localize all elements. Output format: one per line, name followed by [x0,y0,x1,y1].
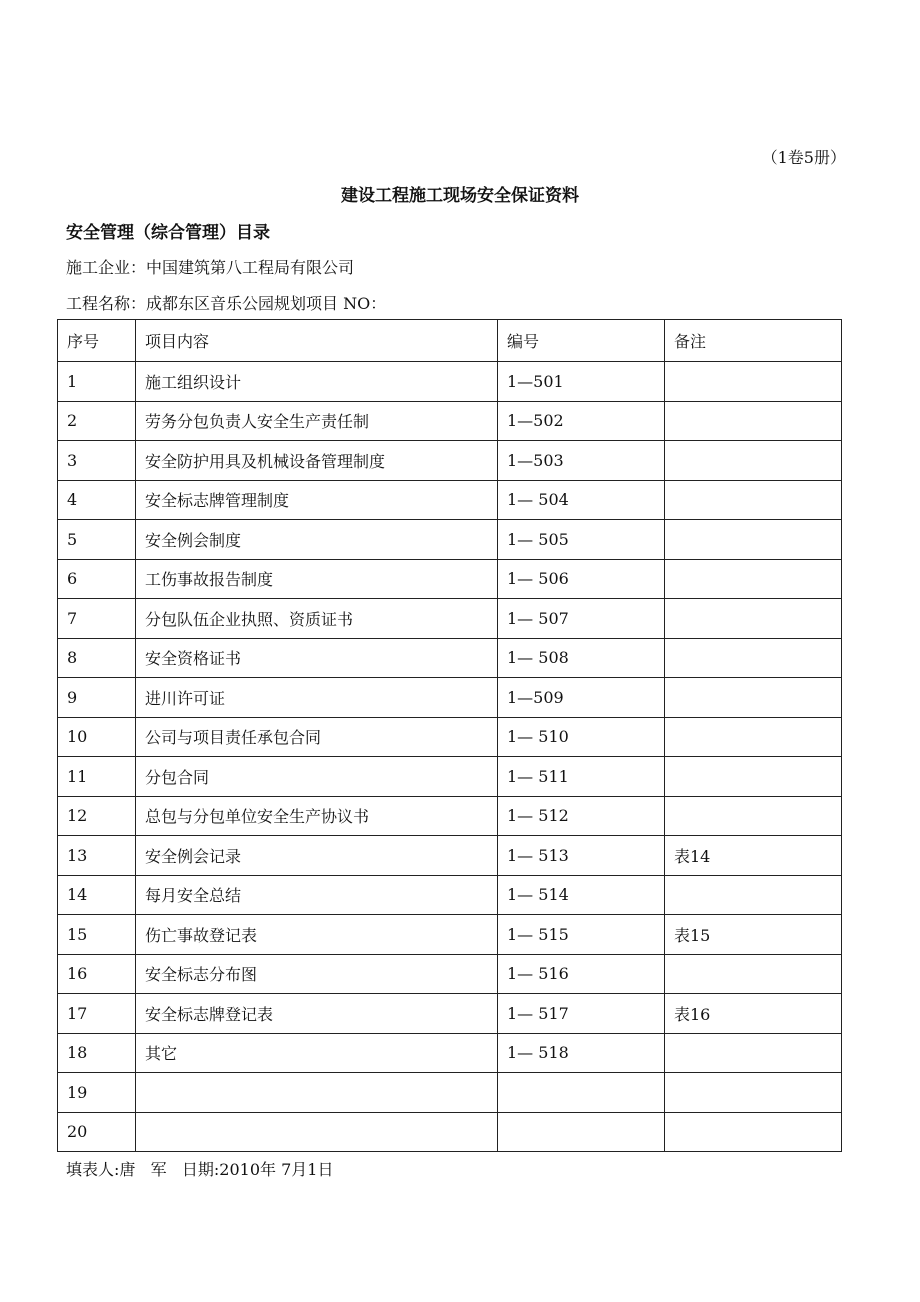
table-row [58,757,842,797]
table-row [58,480,842,520]
cell-content: 安全标志分布图 [136,954,498,994]
cell-content: 每月安全总结 [136,875,498,915]
cell-code: 1—503 [498,441,665,481]
cell-content: 进川许可证 [136,678,498,718]
table-header-row [58,320,842,362]
cell-code [498,1073,665,1113]
table-row [58,994,842,1034]
table-row [58,599,842,639]
cell-index: 8 [58,638,136,678]
cell-code: 1— 506 [498,559,665,599]
cell-code: 1— 504 [498,480,665,520]
cell-code: 1— 514 [498,875,665,915]
cell-remark [665,954,842,994]
cell-remark [665,875,842,915]
cell-code: 1— 505 [498,520,665,560]
cell-content: 公司与项目责任承包合同 [136,717,498,757]
table-row [58,441,842,481]
cell-index: 19 [58,1073,136,1113]
cell-code: 1—509 [498,678,665,718]
cell-content: 安全标志牌管理制度 [136,480,498,520]
cell-code [498,1112,665,1152]
cell-remark [665,362,842,402]
table-row [58,915,842,955]
cell-index: 18 [58,1033,136,1073]
cell-index: 7 [58,599,136,639]
cell-code: 1—502 [498,401,665,441]
project-line: 工程名称：成都东区音乐公园规划项目 NO： [66,294,387,313]
cell-index: 20 [58,1112,136,1152]
cell-remark [665,678,842,718]
cell-content: 其它 [136,1033,498,1073]
cell-content [136,1073,498,1113]
cell-index: 4 [58,480,136,520]
column-header-code: 编号 [498,320,665,362]
cell-content: 安全例会制度 [136,520,498,560]
cell-index: 13 [58,836,136,876]
volume-label: （1卷5册） [761,148,846,167]
cell-content: 工伤事故报告制度 [136,559,498,599]
column-header-index: 序号 [58,320,136,362]
cell-remark: 表15 [665,915,842,955]
cell-code: 1— 517 [498,994,665,1034]
table-row [58,875,842,915]
cell-code: 1— 511 [498,757,665,797]
cell-content: 劳务分包负责人安全生产责任制 [136,401,498,441]
cell-index: 9 [58,678,136,718]
cell-content: 分包队伍企业执照、资质证书 [136,599,498,639]
cell-content: 安全标志牌登记表 [136,994,498,1034]
table-body [58,362,842,1152]
cell-index: 2 [58,401,136,441]
table-row [58,717,842,757]
table-row [58,401,842,441]
cell-code: 1—501 [498,362,665,402]
cell-remark: 表14 [665,836,842,876]
table-row [58,1033,842,1073]
table-row [58,638,842,678]
table-row [58,836,842,876]
cell-index: 1 [58,362,136,402]
cell-code: 1— 508 [498,638,665,678]
cell-remark [665,1073,842,1113]
cell-remark [665,796,842,836]
cell-remark [665,441,842,481]
cell-code: 1— 512 [498,796,665,836]
contents-table [57,319,842,1152]
table-row [58,678,842,718]
cell-remark [665,520,842,560]
cell-remark: 表16 [665,994,842,1034]
section-subtitle: 安全管理（综合管理）目录 [66,223,270,243]
cell-remark [665,480,842,520]
cell-content: 总包与分包单位安全生产协议书 [136,796,498,836]
cell-remark [665,599,842,639]
cell-remark [665,717,842,757]
table-row [58,1073,842,1113]
cell-code: 1— 515 [498,915,665,955]
cell-remark [665,1112,842,1152]
company-line: 施工企业：中国建筑第八工程局有限公司 [66,258,355,277]
table-row [58,520,842,560]
cell-remark [665,559,842,599]
cell-index: 5 [58,520,136,560]
table-row [58,954,842,994]
column-header-content: 项目内容 [136,320,498,362]
cell-index: 15 [58,915,136,955]
cell-code: 1— 518 [498,1033,665,1073]
cell-content: 伤亡事故登记表 [136,915,498,955]
cell-content: 安全例会记录 [136,836,498,876]
document-title: 建设工程施工现场安全保证资料 [341,186,579,206]
cell-index: 16 [58,954,136,994]
cell-content: 施工组织设计 [136,362,498,402]
column-header-remark: 备注 [665,320,842,362]
table-row [58,1112,842,1152]
footer-line: 填表人:唐 军 日期:2010年 7月1日 [66,1160,334,1179]
cell-remark [665,638,842,678]
cell-content [136,1112,498,1152]
cell-index: 17 [58,994,136,1034]
cell-content: 安全资格证书 [136,638,498,678]
cell-remark [665,1033,842,1073]
cell-remark [665,757,842,797]
table-row [58,559,842,599]
cell-index: 3 [58,441,136,481]
cell-index: 6 [58,559,136,599]
cell-code: 1— 507 [498,599,665,639]
table-row [58,796,842,836]
cell-index: 12 [58,796,136,836]
cell-code: 1— 516 [498,954,665,994]
cell-code: 1— 513 [498,836,665,876]
cell-code: 1— 510 [498,717,665,757]
cell-content: 安全防护用具及机械设备管理制度 [136,441,498,481]
cell-content: 分包合同 [136,757,498,797]
table-row [58,362,842,402]
cell-remark [665,401,842,441]
cell-index: 10 [58,717,136,757]
cell-index: 14 [58,875,136,915]
cell-index: 11 [58,757,136,797]
